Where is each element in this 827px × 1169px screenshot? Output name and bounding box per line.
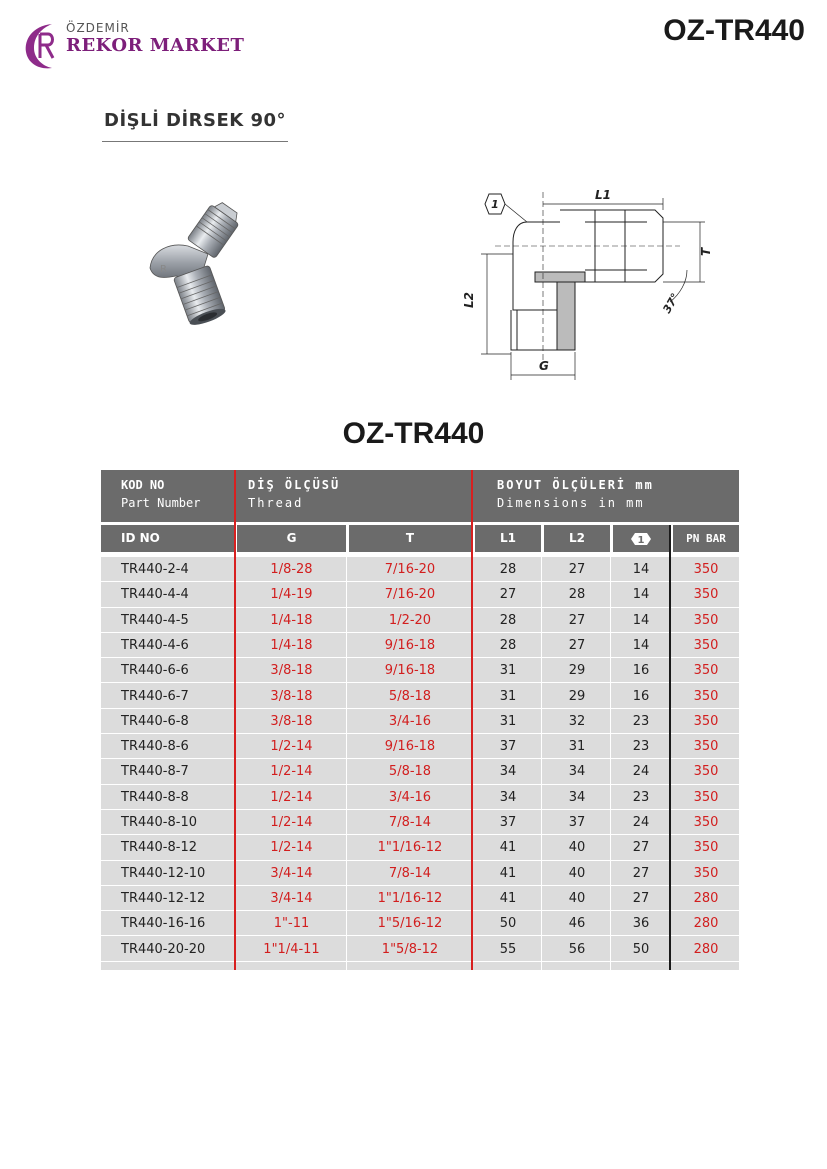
table-row bbox=[101, 785, 739, 810]
cell-pn: 350 bbox=[693, 815, 719, 830]
cell-l1: 34 bbox=[499, 789, 517, 805]
group-header-thread: DİŞ ÖLÇÜSÜ Thread bbox=[248, 478, 341, 510]
cell-l2: 34 bbox=[568, 789, 586, 805]
svg-text:1: 1 bbox=[637, 534, 645, 546]
cell-hex: 27 bbox=[632, 865, 650, 881]
column-header-hex bbox=[613, 525, 669, 552]
cell-t: 7/16-20 bbox=[384, 562, 436, 577]
group-header-part: KOD NO Part Number bbox=[121, 478, 201, 510]
cell-l1: 41 bbox=[499, 865, 517, 881]
table-row bbox=[101, 608, 739, 633]
table-row bbox=[101, 911, 739, 936]
cell-l1: 31 bbox=[499, 688, 517, 704]
cell-l1: 34 bbox=[499, 764, 517, 780]
column-header-t: T bbox=[349, 525, 471, 552]
document-code: OZ-TR440 bbox=[663, 14, 805, 47]
cell-g: 3/8-18 bbox=[270, 688, 313, 704]
column-divider bbox=[610, 557, 611, 970]
cell-g: 3/4-14 bbox=[270, 890, 313, 906]
table-row bbox=[101, 658, 739, 683]
cell-t: 9/16-18 bbox=[384, 637, 436, 653]
cell-id: TR440-16-16 bbox=[121, 916, 206, 932]
cell-t: 7/16-20 bbox=[384, 587, 436, 603]
cell-l1: 31 bbox=[499, 713, 517, 729]
brand-name-large: REKOR MARKET bbox=[66, 35, 245, 56]
cell-pn: 350 bbox=[693, 663, 719, 679]
table-row bbox=[101, 684, 739, 709]
drawing-label-angle: 37° bbox=[660, 290, 683, 316]
table-row bbox=[101, 709, 739, 734]
product-photo-elbow bbox=[130, 198, 260, 328]
cell-id: TR440-8-8 bbox=[121, 789, 189, 805]
cell-l2: 37 bbox=[568, 815, 586, 830]
cell-t: 1"5/16-12 bbox=[377, 916, 443, 932]
cell-l1: 31 bbox=[499, 663, 517, 679]
cell-pn: 350 bbox=[693, 637, 719, 653]
cell-t: 7/8-14 bbox=[388, 865, 432, 881]
cell-l1: 41 bbox=[499, 890, 517, 906]
table-column-header bbox=[101, 525, 739, 552]
cell-hex: 14 bbox=[632, 637, 650, 653]
cell-l2: 40 bbox=[568, 865, 586, 881]
hex-wrench-icon bbox=[630, 532, 652, 546]
cell-id: TR440-6-6 bbox=[121, 663, 189, 679]
column-header-g: G bbox=[237, 525, 346, 552]
cell-hex: 14 bbox=[632, 612, 650, 628]
table-row bbox=[101, 759, 739, 784]
cell-l2: 32 bbox=[568, 713, 586, 729]
cell-hex: 14 bbox=[632, 587, 650, 603]
cell-id: TR440-6-7 bbox=[121, 688, 189, 704]
cell-l1: 37 bbox=[499, 739, 517, 755]
table-group-header bbox=[101, 470, 739, 522]
cell-g: 1/8-28 bbox=[270, 562, 313, 577]
cell-hex: 23 bbox=[632, 739, 650, 755]
table-row bbox=[101, 835, 739, 860]
table-row bbox=[101, 937, 739, 962]
cell-g: 3/4-14 bbox=[270, 865, 313, 881]
cell-id: TR440-20-20 bbox=[121, 941, 206, 957]
cell-l1: 28 bbox=[499, 612, 517, 628]
section-title: DİŞLİ DİRSEK 90° bbox=[104, 110, 287, 131]
cell-id: TR440-12-10 bbox=[121, 865, 206, 881]
cell-g: 1/4-18 bbox=[270, 612, 313, 628]
column-header-l1: L1 bbox=[475, 525, 541, 552]
drawing-label-l1: L1 bbox=[595, 188, 611, 202]
cell-l2: 34 bbox=[568, 764, 586, 780]
cell-t: 5/8-18 bbox=[388, 688, 432, 704]
column-divider bbox=[346, 557, 347, 970]
cell-g: 3/8-18 bbox=[270, 713, 313, 729]
cell-id: TR440-8-7 bbox=[121, 764, 189, 780]
cell-l2: 29 bbox=[568, 688, 586, 704]
section-title-underline bbox=[102, 141, 288, 142]
cell-l2: 31 bbox=[568, 739, 586, 755]
cell-l2: 46 bbox=[568, 916, 586, 932]
cell-t: 9/16-18 bbox=[384, 663, 436, 679]
drawing-label-g: G bbox=[539, 359, 549, 373]
cell-id: TR440-12-12 bbox=[121, 890, 206, 906]
cell-l1: 28 bbox=[499, 637, 517, 653]
cell-t: 7/8-14 bbox=[388, 815, 432, 830]
cell-g: 1/2-14 bbox=[270, 815, 313, 830]
cell-id: TR440-8-6 bbox=[121, 739, 189, 755]
brand-name-small: ÖZDEMİR bbox=[66, 21, 130, 35]
cell-hex: 36 bbox=[632, 916, 650, 932]
cell-t: 1"1/16-12 bbox=[377, 890, 443, 906]
cell-g: 1/2-14 bbox=[270, 840, 313, 856]
cell-g: 1/2-14 bbox=[270, 764, 313, 780]
cell-hex: 16 bbox=[632, 663, 650, 679]
cell-l2: 27 bbox=[568, 562, 586, 577]
cell-g: 1/2-14 bbox=[270, 739, 313, 755]
cell-pn: 350 bbox=[693, 739, 719, 755]
cell-pn: 350 bbox=[693, 764, 719, 780]
cell-l1: 41 bbox=[499, 840, 517, 856]
cell-id: TR440-2-4 bbox=[121, 562, 189, 577]
cell-id: TR440-4-5 bbox=[121, 612, 189, 628]
group-header-dimensions: BOYUT ÖLÇÜLERİ mm Dimensions in mm bbox=[497, 478, 654, 510]
column-divider bbox=[541, 557, 542, 970]
table-row bbox=[101, 886, 739, 911]
column-header-id: ID NO bbox=[101, 525, 234, 552]
cell-id: TR440-6-8 bbox=[121, 713, 189, 729]
cell-pn: 350 bbox=[693, 688, 719, 704]
table-row bbox=[101, 582, 739, 607]
cell-pn: 280 bbox=[693, 916, 719, 932]
cell-g: 1/2-14 bbox=[270, 789, 313, 805]
cell-hex: 50 bbox=[632, 941, 650, 957]
cell-pn: 350 bbox=[693, 713, 719, 729]
cell-hex: 24 bbox=[632, 815, 650, 830]
cell-id: TR440-4-4 bbox=[121, 587, 189, 603]
table-row bbox=[101, 810, 739, 835]
cell-g: 1"1/4-11 bbox=[263, 941, 320, 957]
cell-pn: 280 bbox=[693, 890, 719, 906]
cell-pn: 350 bbox=[693, 562, 719, 577]
cell-hex: 14 bbox=[632, 562, 650, 577]
cell-l2: 27 bbox=[568, 612, 586, 628]
cell-hex: 23 bbox=[632, 789, 650, 805]
cell-t: 5/8-18 bbox=[388, 764, 432, 780]
cell-l1: 28 bbox=[499, 562, 517, 577]
cell-l1: 27 bbox=[499, 587, 517, 603]
table-row bbox=[101, 734, 739, 759]
cell-l2: 56 bbox=[568, 941, 586, 957]
table-body bbox=[101, 557, 739, 970]
drawing-marker-label: 1 bbox=[491, 198, 499, 211]
cell-hex: 23 bbox=[632, 713, 650, 729]
cell-t: 1"1/16-12 bbox=[377, 840, 443, 856]
logo-mark-icon bbox=[22, 20, 64, 72]
column-header-l2: L2 bbox=[544, 525, 610, 552]
cell-g: 1"-11 bbox=[273, 916, 310, 932]
drawing-label-l2: L2 bbox=[462, 292, 476, 308]
cell-pn: 350 bbox=[693, 865, 719, 881]
cell-t: 3/4-16 bbox=[388, 789, 432, 805]
cell-l1: 55 bbox=[499, 941, 517, 957]
cell-l1: 37 bbox=[499, 815, 517, 830]
table-row bbox=[101, 633, 739, 658]
cell-g: 3/8-18 bbox=[270, 663, 313, 679]
cell-id: TR440-4-6 bbox=[121, 637, 189, 653]
cell-hex: 24 bbox=[632, 764, 650, 780]
cell-pn: 350 bbox=[693, 789, 719, 805]
cell-id: TR440-8-10 bbox=[121, 815, 197, 830]
cell-pn: 280 bbox=[693, 941, 719, 957]
cell-pn: 350 bbox=[693, 612, 719, 628]
cell-t: 1/2-20 bbox=[388, 612, 432, 628]
cell-l2: 28 bbox=[568, 587, 586, 603]
cell-l2: 40 bbox=[568, 840, 586, 856]
thread-section-divider-left bbox=[234, 470, 236, 970]
cell-t: 1"5/8-12 bbox=[381, 941, 439, 957]
cell-l2: 27 bbox=[568, 637, 586, 653]
cell-l2: 40 bbox=[568, 890, 586, 906]
column-header-pn: PN BAR bbox=[673, 525, 739, 552]
cell-hex: 16 bbox=[632, 688, 650, 704]
brand-logo bbox=[22, 18, 262, 74]
technical-drawing bbox=[462, 182, 725, 387]
cell-l1: 50 bbox=[499, 916, 517, 932]
cell-g: 1/4-18 bbox=[270, 637, 313, 653]
table-row bbox=[101, 557, 739, 582]
cell-t: 9/16-18 bbox=[384, 739, 436, 755]
cell-hex: 27 bbox=[632, 840, 650, 856]
thread-section-divider-right bbox=[471, 470, 473, 970]
svg-text:R: R bbox=[160, 264, 167, 275]
table-row bbox=[101, 861, 739, 886]
cell-t: 3/4-16 bbox=[388, 713, 432, 729]
drawing-label-t: T bbox=[699, 247, 713, 256]
cell-l2: 29 bbox=[568, 663, 586, 679]
cell-pn: 350 bbox=[693, 840, 719, 856]
cell-id: TR440-8-12 bbox=[121, 840, 197, 856]
pressure-column-divider bbox=[669, 525, 671, 970]
cell-g: 1/4-19 bbox=[270, 587, 313, 603]
cell-hex: 27 bbox=[632, 890, 650, 906]
model-title: OZ-TR440 bbox=[342, 417, 485, 450]
cell-pn: 350 bbox=[693, 587, 719, 603]
